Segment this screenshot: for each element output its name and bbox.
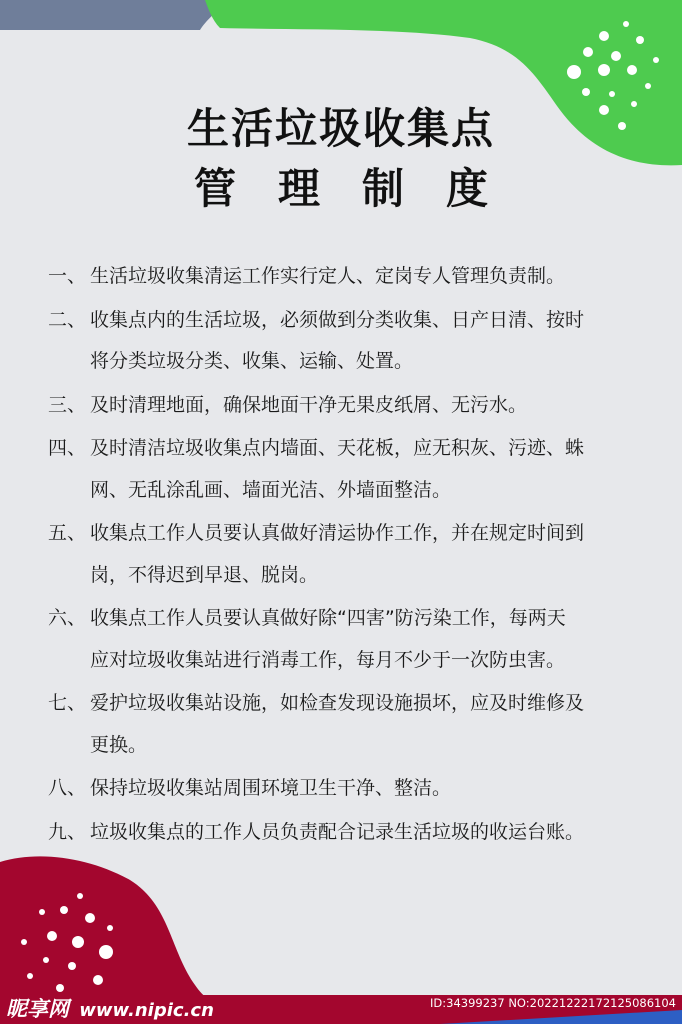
title-line-2: 管理制度 — [193, 164, 530, 213]
rule-item-8 — [0, 768, 682, 810]
rule-text: 生活垃圾收集清运工作实行定人、定岗专人管理负责制。 — [90, 265, 566, 287]
rules-list — [0, 256, 682, 853]
rule-number: 八、 — [48, 777, 87, 799]
rule-item-1 — [0, 256, 682, 298]
rule-number: 九、 — [48, 820, 87, 843]
watermark-url: www.nipic.cn — [79, 1000, 214, 1021]
rule-text: 及时清理地面，确保地面干净无果皮纸屑、无污水。 — [90, 393, 528, 416]
rule-text: 及时清洁垃圾收集点内墙面、天花板，应无积灰、污迹、蛛 网、无乱涂乱画、墙面光洁、外墙面整洁。 — [90, 437, 585, 501]
watermark-logo: 昵享网 — [6, 997, 69, 1021]
image-id-line: ID:34399237 NO:20221222172125086104 — [430, 996, 676, 1010]
rule-text: 收集点工作人员要认真做好清运协作工作，并在规定时间到 岗，不得迟到早退、脱岗。 — [90, 522, 585, 586]
watermark — [6, 993, 214, 1023]
rule-number: 七、 — [48, 692, 87, 714]
rule-item-7 — [0, 683, 682, 766]
rule-number: 五、 — [48, 522, 87, 544]
top-slate-band — [0, 0, 230, 30]
rule-number: 一、 — [48, 265, 87, 287]
rule-item-4 — [0, 428, 682, 511]
rule-number: 四、 — [48, 437, 87, 459]
rule-number: 三、 — [48, 393, 87, 416]
rule-item-6 — [0, 598, 682, 681]
rule-item-9 — [0, 812, 682, 854]
rule-item-3 — [0, 385, 682, 427]
rule-item-5 — [0, 513, 682, 596]
rule-number: 二、 — [48, 308, 87, 331]
rule-text: 收集点工作人员要认真做好除“四害”防污染工作，每两天 应对垃圾收集站进行消毒工作，每月不少于一次防虫害。 — [90, 607, 566, 671]
rule-text: 保持垃圾收集站周围环境卫生干净、整洁。 — [90, 777, 452, 799]
rule-text: 收集点内的生活垃圾，必须做到分类收集、日产日清、按时 将分类垃圾分类、收集、运输、处置。 — [90, 308, 585, 372]
rule-number: 六、 — [48, 607, 87, 629]
rule-item-2 — [0, 300, 682, 383]
rule-text: 垃圾收集点的工作人员负责配合记录生活垃圾的收运台账。 — [90, 820, 585, 843]
rule-text: 爱护垃圾收集站设施，如检查发现设施损坏，应及时维修及 更换。 — [90, 692, 585, 756]
title-line-1: 生活垃圾收集点 — [186, 104, 495, 153]
